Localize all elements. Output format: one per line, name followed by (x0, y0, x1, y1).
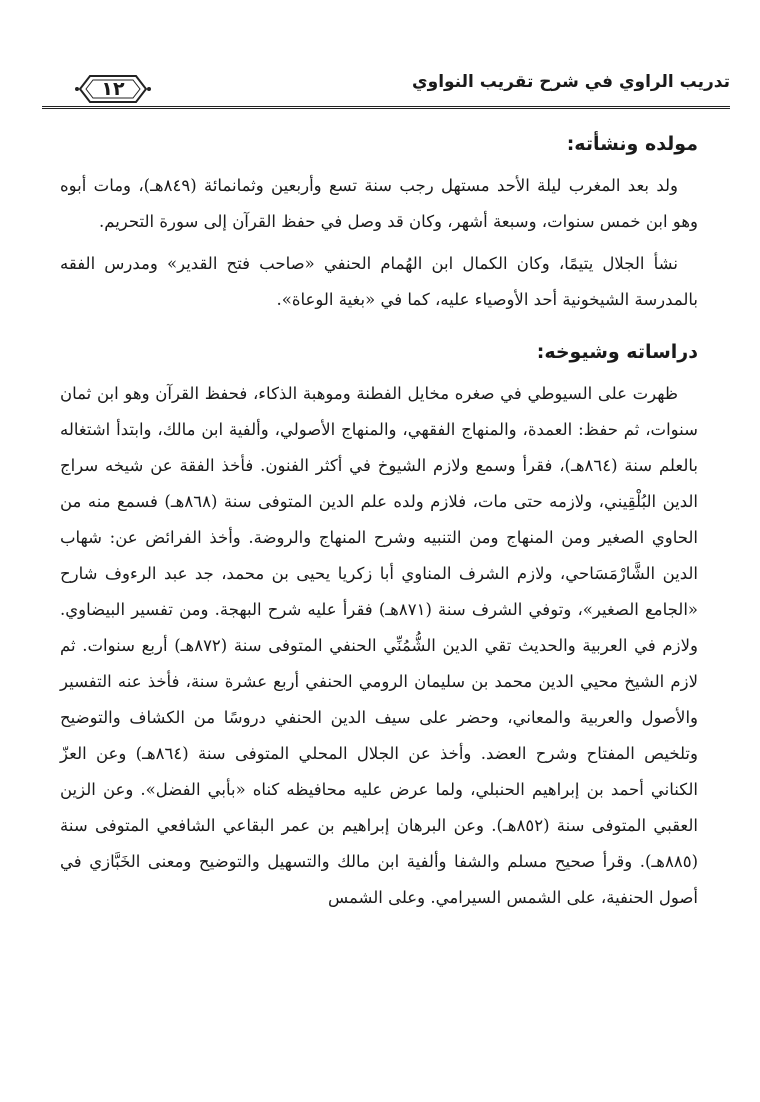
section-studies (60, 332, 698, 916)
page-number: ١٢ (101, 78, 125, 100)
running-header (42, 70, 730, 116)
section-heading: مولده ونشأته: (566, 133, 698, 155)
paragraph: ظهرت على السيوطي في صغره مخايل الفطنة وموهبة الذكاء، فحفظ القرآن وهو ابن ثمان سنوات، ثم حفظ: العمدة، والمنهاج الفقهي، والمنهاج الأصولي، وألفية ابن مالك، وابتدأ اشتغاله بالعلم سنة (٨٦٤هـ)، فقرأ وسمع ولازم الشيوخ في أكثر الفنون. فأخذ الفقة عن شيخه سراج الدين البُلْقِيني، ولازمه حتى مات، فلازم ولده علم الدين المتوفى سنة (٨٦٨هـ) فسمع منه من الحاوي الصغير ومن المنهاج ومن التنبيه وشرح المنهاج والروضة. وأخذ الفرائض عن: شهاب الدين الشَّارْمَسَاحي، ولازم الشرف المناوي أبا زكريا يحيى بن محمد، جد عبد الرءوف شارح «الجامع الصغير»، وتوفي الشرف سنة (٨٧١هـ) فقرأ عليه شرح البهجة. ومن تفسير البيضاوي. ولازم في العربية والحديث تقي الدين الشُّمُنِّي الحنفي المتوفى سنة (٨٧٢هـ) أربع سنوات. ثم لازم الشيخ محيي الدين محمد بن سليمان الرومي الحنفي أربع عشرة سنة، فأخذ عنه التفسير والأصول والعربية والمعاني، وحضر على سيف الدين الحنفي دروسًا من الكشاف والتوضيح وتلخيص المفتاح وشرح العضد. وأخذ عن الجلال المحلي المتوفى سنة (٨٦٤هـ) وعن العزّ الكناني أحمد بن إبراهيم الحنبلي، ولما عرض عليه محافيظه كناه «بأبي الفضل». وعن الزين العقبي المتوفى سنة (٨٥٢هـ). وعن البرهان إبراهيم بن عمر البقاعي الشافعي المتوفى سنة (٨٨٥هـ). وقرأ صحيح مسلم والشفا وألفية ابن مالك والتسهيل والتوضيح ومعنى الخَبَّازي في أصول الحنفية، على الشمس السيرامي. وعلى الشمس (60, 384, 698, 907)
book-title: تدريب الراوي في شرح تقريب النواوي (412, 72, 730, 92)
paragraph: نشأ الجلال يتيمًا، وكان الكمال ابن الهُمام الحنفي «صاحب فتح القدير» ومدرس الفقه بالمدرسة الشيخونية أحد الأوصياء عليه، كما في «بغية الوعاة». (60, 254, 698, 309)
section-heading: دراساته وشيوخه: (536, 341, 698, 363)
header-rule (42, 106, 730, 109)
page-body (60, 124, 698, 922)
section-birth (60, 124, 698, 318)
page-number-ornament (74, 72, 152, 106)
paragraph: ولد بعد المغرب ليلة الأحد مستهل رجب سنة تسع وأربعين وثمانمائة (٨٤٩هـ)، ومات أبوه وهو ابن خمس سنوات، وسبعة أشهر، وكان قد وصل في حفظ القرآن إلى سورة التحريم. (60, 176, 698, 231)
